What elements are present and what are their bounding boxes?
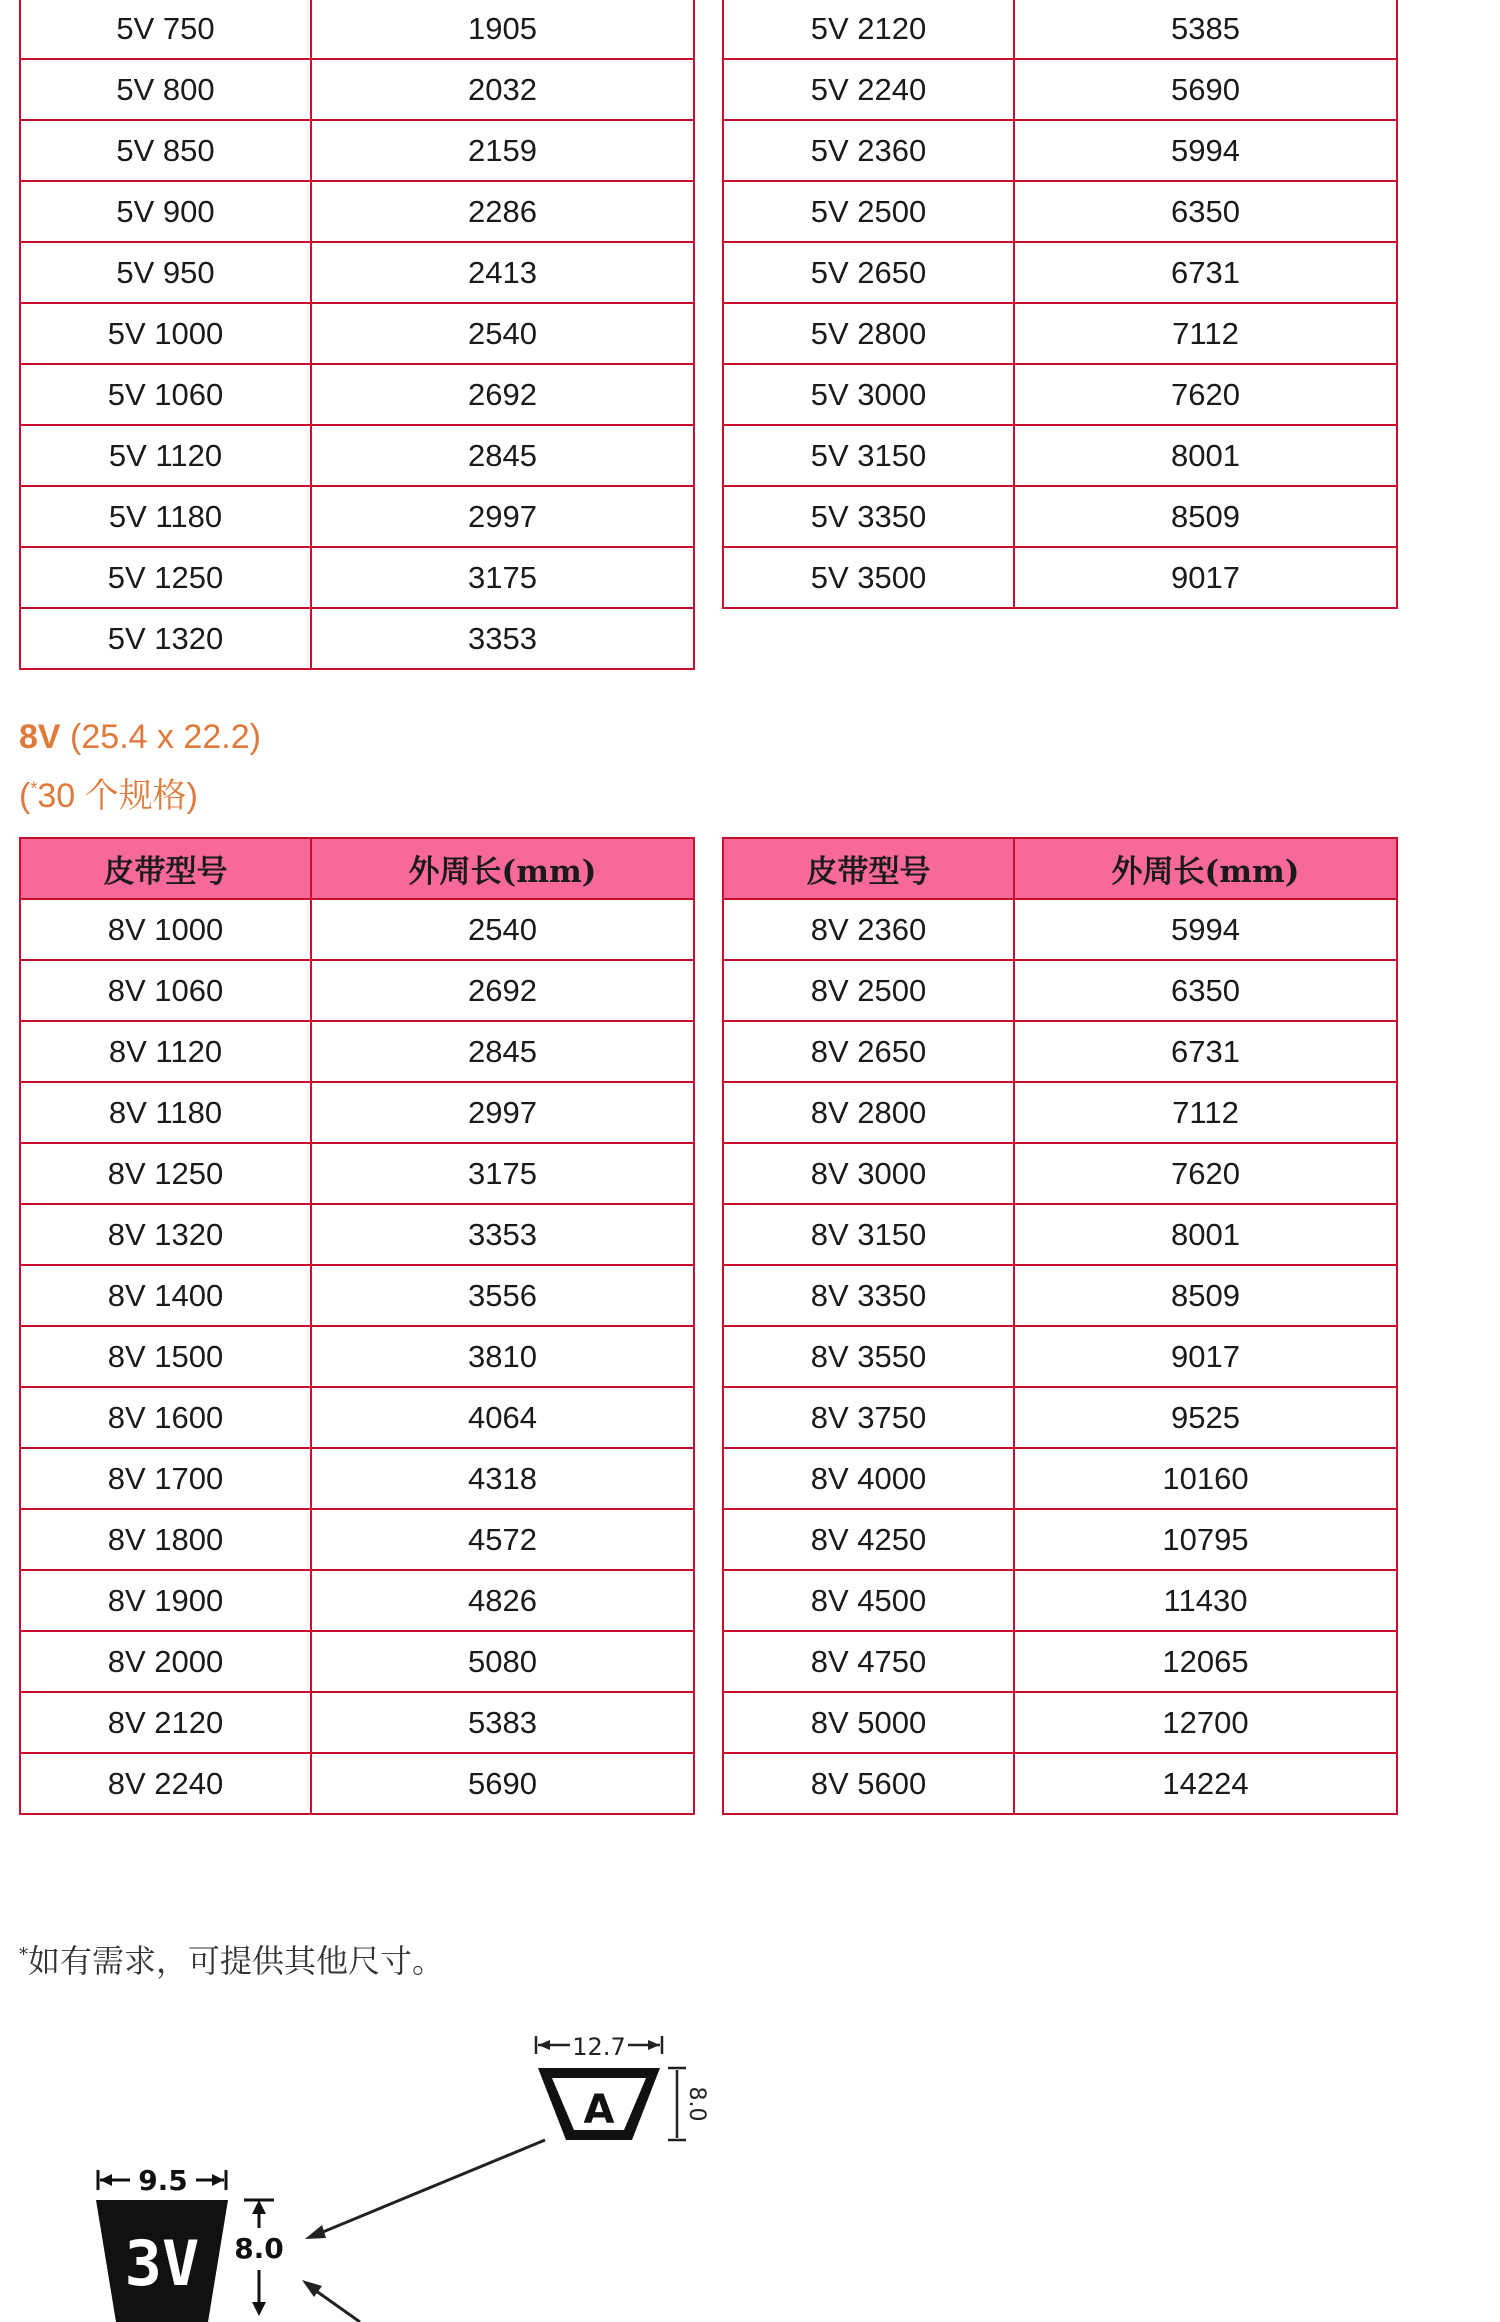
table-row <box>723 1143 1397 1204</box>
outer-length-cell: 2540 <box>311 899 694 960</box>
table-row <box>20 960 694 1021</box>
belt-model-cell: 5V 750 <box>20 0 311 59</box>
belt-3v-diagram <box>96 2164 284 2322</box>
subtitle-text: 30 个规格) <box>37 777 198 815</box>
outer-length-cell: 7112 <box>1014 1082 1397 1143</box>
outer-length-cell: 2997 <box>311 1082 694 1143</box>
belt-3v-width: 9.5 <box>138 2164 188 2197</box>
table-5v-right <box>722 0 1398 609</box>
belt-model-cell: 5V 950 <box>20 242 311 303</box>
outer-length-cell: 2845 <box>311 1021 694 1082</box>
belt-model-cell: 5V 2650 <box>723 242 1014 303</box>
outer-length-cell: 10160 <box>1014 1448 1397 1509</box>
belt-a-height: 8.0 <box>684 2086 709 2122</box>
table-row <box>20 1204 694 1265</box>
belt-model-cell: 8V 5000 <box>723 1692 1014 1753</box>
outer-length-cell: 9017 <box>1014 1326 1397 1387</box>
outer-length-cell: 5994 <box>1014 120 1397 181</box>
outer-length-cell: 6350 <box>1014 181 1397 242</box>
outer-length-cell: 5994 <box>1014 899 1397 960</box>
outer-length-cell: 2997 <box>311 486 694 547</box>
belt-model-cell: 5V 1180 <box>20 486 311 547</box>
table-row <box>723 547 1397 608</box>
outer-length-cell: 3353 <box>311 608 694 669</box>
belt-model-cell: 8V 4000 <box>723 1448 1014 1509</box>
header-length: 外周长(mm) <box>311 838 694 899</box>
belt-model-cell: 8V 3350 <box>723 1265 1014 1326</box>
belt-a-label: A <box>583 2087 615 2133</box>
table-5v-left <box>19 0 695 670</box>
outer-length-cell: 5690 <box>1014 59 1397 120</box>
table-row <box>20 1387 694 1448</box>
outer-length-cell: 2845 <box>311 425 694 486</box>
belt-a-width: 12.7 <box>572 2033 626 2061</box>
section-8v-subtitle <box>19 768 198 817</box>
outer-length-cell: 8509 <box>1014 1265 1397 1326</box>
belt-model-cell: 5V 1320 <box>20 608 311 669</box>
outer-length-cell: 4318 <box>311 1448 694 1509</box>
table-row <box>723 960 1397 1021</box>
pointer-arrows <box>302 2140 545 2322</box>
table-row <box>20 547 694 608</box>
outer-length-cell: 9017 <box>1014 547 1397 608</box>
outer-length-cell: 2540 <box>311 303 694 364</box>
belt-model-cell: 8V 1250 <box>20 1143 311 1204</box>
header-model: 皮带型号 <box>723 838 1014 899</box>
belt-model-cell: 8V 3550 <box>723 1326 1014 1387</box>
belt-model-cell: 8V 1500 <box>20 1326 311 1387</box>
belt-3v-label: 3V <box>124 2227 200 2300</box>
outer-length-cell: 4064 <box>311 1387 694 1448</box>
table-row <box>723 1021 1397 1082</box>
belt-a-diagram <box>536 2033 709 2140</box>
outer-length-cell: 4826 <box>311 1570 694 1631</box>
belt-model-cell: 8V 2240 <box>20 1753 311 1814</box>
table-8v-right <box>722 837 1398 1815</box>
belt-model-cell: 8V 1900 <box>20 1570 311 1631</box>
belt-model-cell: 8V 3150 <box>723 1204 1014 1265</box>
table-row <box>723 1631 1397 1692</box>
outer-length-cell: 5383 <box>311 1692 694 1753</box>
table-row <box>723 120 1397 181</box>
table-row <box>723 486 1397 547</box>
outer-length-cell: 11430 <box>1014 1570 1397 1631</box>
section-8v-title-bold: 8V <box>19 718 61 756</box>
outer-length-cell: 3175 <box>311 1143 694 1204</box>
belt-model-cell: 8V 3000 <box>723 1143 1014 1204</box>
belt-model-cell: 5V 2360 <box>723 120 1014 181</box>
table-row <box>20 1631 694 1692</box>
outer-length-cell: 8001 <box>1014 425 1397 486</box>
table-row <box>20 1692 694 1753</box>
table-row <box>20 1265 694 1326</box>
table-row <box>20 1143 694 1204</box>
belt-model-cell: 5V 800 <box>20 59 311 120</box>
outer-length-cell: 12065 <box>1014 1631 1397 1692</box>
outer-length-cell: 1905 <box>311 0 694 59</box>
belt-model-cell: 5V 1060 <box>20 364 311 425</box>
table-row <box>20 181 694 242</box>
belt-diagram <box>0 2010 1500 2322</box>
belt-model-cell: 8V 1180 <box>20 1082 311 1143</box>
table-row <box>723 1082 1397 1143</box>
outer-length-cell: 3810 <box>311 1326 694 1387</box>
belt-model-cell: 5V 2240 <box>723 59 1014 120</box>
table-row <box>723 1509 1397 1570</box>
belt-model-cell: 5V 2120 <box>723 0 1014 59</box>
table-row <box>20 0 694 59</box>
section-8v-title <box>19 718 261 757</box>
belt-model-cell: 8V 4250 <box>723 1509 1014 1570</box>
table-row <box>723 1326 1397 1387</box>
outer-length-cell: 3556 <box>311 1265 694 1326</box>
table-row <box>723 1570 1397 1631</box>
outer-length-cell: 2286 <box>311 181 694 242</box>
belt-model-cell: 5V 1250 <box>20 547 311 608</box>
belt-model-cell: 5V 3150 <box>723 425 1014 486</box>
subtitle-mark: * <box>30 778 38 799</box>
outer-length-cell: 4572 <box>311 1509 694 1570</box>
table-row <box>723 1265 1397 1326</box>
table-row <box>20 425 694 486</box>
belt-3v-height: 8.0 <box>234 2232 284 2265</box>
outer-length-cell: 2692 <box>311 960 694 1021</box>
belt-model-cell: 8V 2800 <box>723 1082 1014 1143</box>
belt-model-cell: 5V 2500 <box>723 181 1014 242</box>
table-row <box>20 242 694 303</box>
belt-model-cell: 8V 1060 <box>20 960 311 1021</box>
belt-model-cell: 8V 1800 <box>20 1509 311 1570</box>
outer-length-cell: 9525 <box>1014 1387 1397 1448</box>
belt-model-cell: 5V 2800 <box>723 303 1014 364</box>
belt-model-cell: 8V 4500 <box>723 1570 1014 1631</box>
belt-model-cell: 8V 2500 <box>723 960 1014 1021</box>
belt-model-cell: 8V 2120 <box>20 1692 311 1753</box>
outer-length-cell: 7620 <box>1014 1143 1397 1204</box>
table-row <box>20 1082 694 1143</box>
outer-length-cell: 2032 <box>311 59 694 120</box>
table-row <box>723 59 1397 120</box>
belt-model-cell: 8V 1600 <box>20 1387 311 1448</box>
outer-length-cell: 14224 <box>1014 1753 1397 1814</box>
table-row <box>20 59 694 120</box>
outer-length-cell: 7112 <box>1014 303 1397 364</box>
outer-length-cell: 8509 <box>1014 486 1397 547</box>
section-8v-title-dims: (25.4 x 22.2) <box>70 718 261 756</box>
outer-length-cell: 6731 <box>1014 242 1397 303</box>
table-row <box>20 486 694 547</box>
table-row <box>20 608 694 669</box>
outer-length-cell: 10795 <box>1014 1509 1397 1570</box>
table-header-row <box>20 838 694 899</box>
header-length: 外周长(mm) <box>1014 838 1397 899</box>
footnote-mark: * <box>19 1944 28 1966</box>
table-row <box>723 303 1397 364</box>
table-row <box>723 364 1397 425</box>
outer-length-cell: 8001 <box>1014 1204 1397 1265</box>
table-row <box>723 242 1397 303</box>
table-row <box>723 899 1397 960</box>
table-row <box>20 1753 694 1814</box>
outer-length-cell: 5385 <box>1014 0 1397 59</box>
belt-model-cell: 5V 3500 <box>723 547 1014 608</box>
table-row <box>20 364 694 425</box>
belt-model-cell: 8V 1120 <box>20 1021 311 1082</box>
table-row <box>20 1021 694 1082</box>
belt-model-cell: 5V 1000 <box>20 303 311 364</box>
belt-model-cell: 8V 4750 <box>723 1631 1014 1692</box>
table-row <box>723 1204 1397 1265</box>
table-row <box>20 1448 694 1509</box>
outer-length-cell: 5080 <box>311 1631 694 1692</box>
table-row <box>20 303 694 364</box>
belt-model-cell: 8V 2650 <box>723 1021 1014 1082</box>
belt-model-cell: 5V 1120 <box>20 425 311 486</box>
footnote-text: 如有需求，可提供其他尺寸。 <box>28 1942 445 1980</box>
table-row <box>723 425 1397 486</box>
belt-model-cell: 5V 3350 <box>723 486 1014 547</box>
table-header-row <box>723 838 1397 899</box>
outer-length-cell: 3175 <box>311 547 694 608</box>
outer-length-cell: 6731 <box>1014 1021 1397 1082</box>
belt-model-cell: 8V 5600 <box>723 1753 1014 1814</box>
table-row <box>723 0 1397 59</box>
belt-model-cell: 8V 1320 <box>20 1204 311 1265</box>
outer-length-cell: 12700 <box>1014 1692 1397 1753</box>
outer-length-cell: 2159 <box>311 120 694 181</box>
outer-length-cell: 5690 <box>311 1753 694 1814</box>
table-8v-left <box>19 837 695 1815</box>
belt-model-cell: 8V 2360 <box>723 899 1014 960</box>
belt-model-cell: 5V 3000 <box>723 364 1014 425</box>
belt-model-cell: 5V 900 <box>20 181 311 242</box>
outer-length-cell: 2692 <box>311 364 694 425</box>
table-row <box>20 120 694 181</box>
belt-model-cell: 8V 1000 <box>20 899 311 960</box>
belt-model-cell: 8V 3750 <box>723 1387 1014 1448</box>
outer-length-cell: 6350 <box>1014 960 1397 1021</box>
table-row <box>20 1326 694 1387</box>
table-row <box>20 1509 694 1570</box>
outer-length-cell: 2413 <box>311 242 694 303</box>
belt-model-cell: 8V 1400 <box>20 1265 311 1326</box>
table-row <box>723 1753 1397 1814</box>
belt-model-cell: 5V 850 <box>20 120 311 181</box>
header-model: 皮带型号 <box>20 838 311 899</box>
table-row <box>20 899 694 960</box>
outer-length-cell: 3353 <box>311 1204 694 1265</box>
table-row <box>723 1448 1397 1509</box>
subtitle-open: ( <box>19 777 31 815</box>
table-row <box>723 181 1397 242</box>
outer-length-cell: 7620 <box>1014 364 1397 425</box>
footnote <box>19 1936 444 1982</box>
table-row <box>20 1570 694 1631</box>
table-row <box>723 1692 1397 1753</box>
belt-model-cell: 8V 2000 <box>20 1631 311 1692</box>
table-row <box>723 1387 1397 1448</box>
belt-model-cell: 8V 1700 <box>20 1448 311 1509</box>
